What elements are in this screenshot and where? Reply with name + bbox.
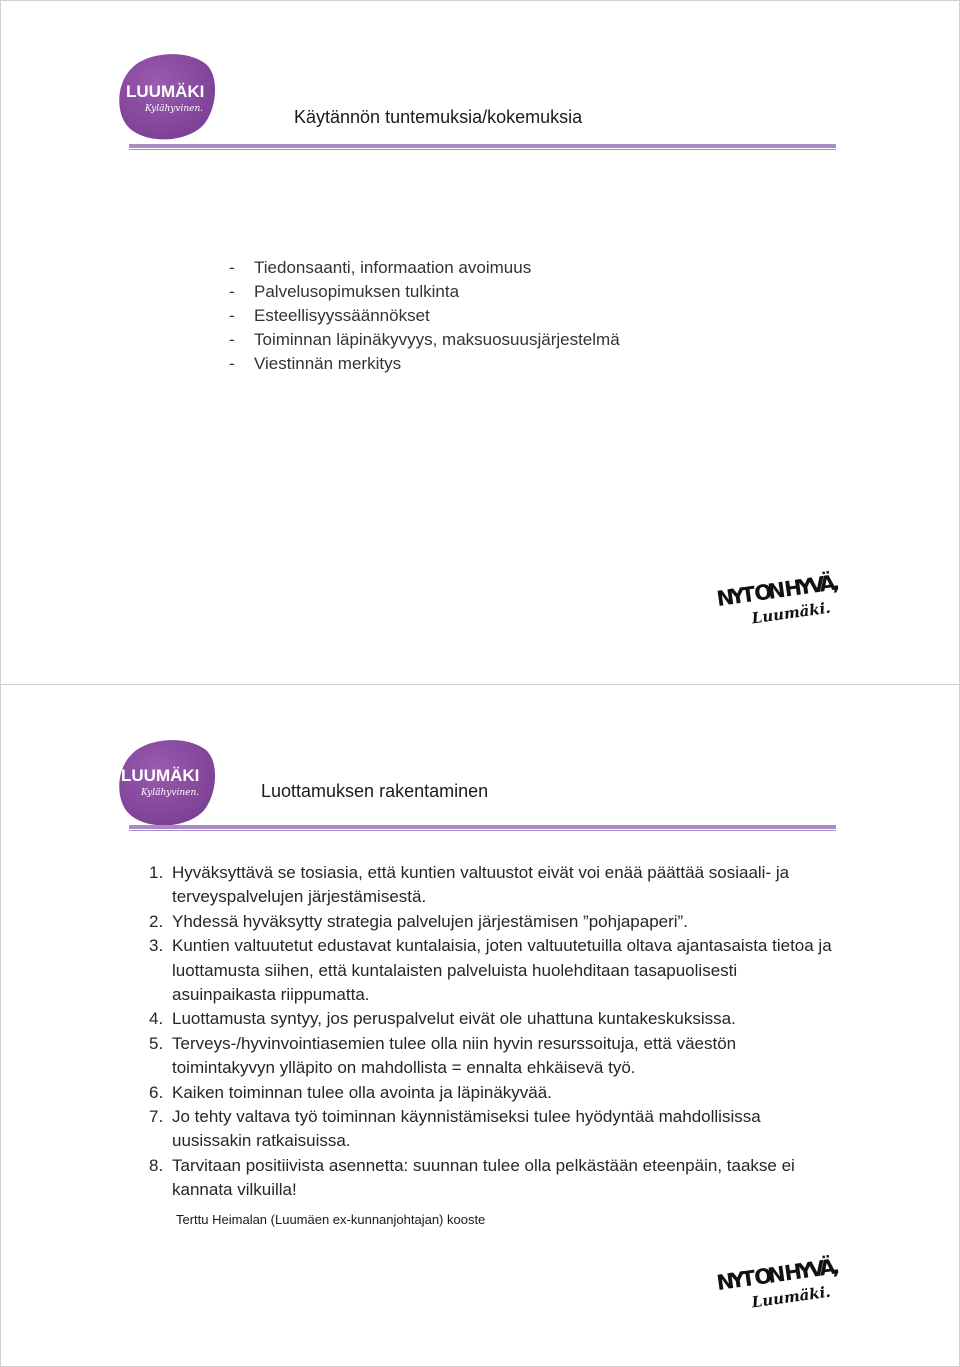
brand-line1: NYT ON HYVÄ,: [715, 1254, 842, 1296]
footnote: Terttu Heimalan (Luumäen ex-kunnanjohtajan) kooste: [176, 1212, 486, 1227]
title-divider: [129, 144, 836, 150]
slide-title: Käytännön tuntemuksia/kokemuksia: [294, 107, 583, 127]
list-item: 2. Yhdessä hyväksytty strategia palvelujen järjestämisen ”pohjapaperi”.: [149, 911, 688, 931]
logo-name: LUUMÄKI: [121, 766, 200, 785]
slide-title: Luottamuksen rakentaminen: [261, 781, 489, 801]
list-item: 4. Luottamusta syntyy, jos peruspalvelut eivät ole uhattuna kuntakeskuksissa.: [149, 1009, 736, 1029]
list-item: 7. Jo tehty valtava työ toiminnan käynnistämiseksi tulee hyödyntää mahdollisissa uusissakin ratkaisuissa.: [149, 1107, 761, 1151]
list-item: 8. Tarvitaan positiivista asennetta: suunnan tulee olla pelkästään eteenpäin, taakse ei kannata vilkuilla!: [149, 1155, 795, 1200]
list-item: 3. Kuntien valtuutetut edustavat kuntalaisia, joten valtuutetuilla oltava ajantasaista tietoa ja luottamusta siihen, että kuntalaisten palveluista huolehditaan tasapuolisesti asuinpaikasta riippumatta.: [149, 936, 832, 1005]
logo-tagline: Kylähyvinen.: [141, 788, 200, 798]
brand-line2: Luumäki.: [750, 1282, 832, 1312]
slide-2: [0, 684, 960, 1367]
list-item: - Palvelusopimuksen tulkinta: [229, 282, 460, 301]
list-item: - Toiminnan läpinäkyvyys, maksuosuusjärjestelmä: [229, 330, 620, 349]
logo-blob-icon: [113, 49, 217, 143]
list-item: 5. Terveys-/hyvinvointiasemien tulee olla niin hyvin resurssoituja, että väestön toimintakyvyn ylläpito on mahdollista = ennalta ehkäisevä työ.: [149, 1033, 737, 1078]
brand-wordmark-icon: [713, 1245, 853, 1315]
list-item: 1. Hyväksyttävä se tosiasia, että kuntien valtuustot eivät voi enää päättää sosiaali- ja terveyspalvelujen järjestämisestä.: [149, 863, 790, 907]
list-item: - Esteellisyyssäännökset: [229, 306, 430, 325]
luumaki-logo: [113, 49, 217, 143]
logo-blob-icon: [113, 735, 217, 829]
brand-line2: Luumäki.: [750, 598, 832, 628]
numbered-list: [149, 861, 839, 1203]
list-item: - Viestinnän merkitys: [229, 354, 402, 373]
logo-tagline: Kylähyvinen.: [145, 104, 204, 114]
title-divider: [129, 825, 836, 831]
brand-line1: NYT ON HYVÄ,: [715, 570, 842, 612]
list-item: - Tiedonsaanti, informaation avoimuus: [229, 258, 532, 277]
nyt-on-hyva-logo: [713, 1245, 853, 1315]
brand-wordmark-icon: [713, 561, 853, 631]
luumaki-logo: [113, 735, 217, 829]
list-item: 6. Kaiken toiminnan tulee olla avointa ja läpinäkyvää.: [149, 1082, 552, 1102]
nyt-on-hyva-logo: [713, 561, 853, 631]
logo-name: LUUMÄKI: [126, 82, 205, 101]
bullet-list: [229, 256, 620, 376]
